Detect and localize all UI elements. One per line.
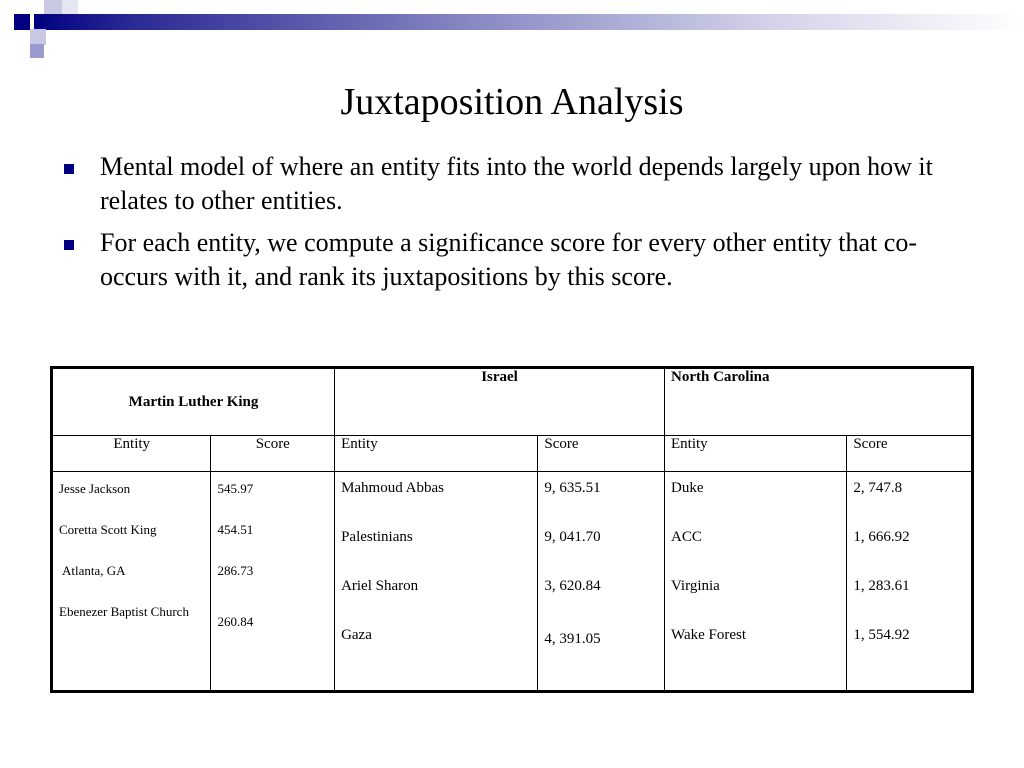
decorative-square bbox=[30, 29, 46, 45]
decorative-square bbox=[14, 14, 30, 30]
bullet-item bbox=[60, 150, 960, 218]
list-item: Gaza bbox=[341, 627, 372, 643]
bullet-list bbox=[60, 150, 960, 302]
group-header-north-carolina: North Carolina bbox=[665, 368, 973, 436]
list-item: Virginia bbox=[671, 578, 720, 594]
slide-title: Juxtaposition Analysis bbox=[340, 81, 684, 123]
list-item: ACC bbox=[671, 529, 702, 545]
bullet-text: For each entity, we compute a significance score for every other entity that co-occurs with it, and rank its juxtapositions by this score. bbox=[100, 228, 917, 291]
group-header-mlk: Martin Luther King bbox=[52, 368, 335, 436]
table-header-row bbox=[52, 368, 973, 436]
bullet-text: Mental model of where an entity fits into the world depends largely upon how it relates to other entities. bbox=[100, 152, 933, 215]
list-item: Coretta Scott King bbox=[59, 522, 157, 537]
list-item: Jesse Jackson bbox=[59, 481, 131, 496]
list-item: Wake Forest bbox=[671, 627, 747, 643]
square-bullet-icon bbox=[64, 240, 74, 250]
decorative-square bbox=[44, 0, 62, 14]
list-item: 3, 620.84 bbox=[544, 578, 601, 594]
list-item: 2, 747.8 bbox=[853, 480, 903, 496]
list-item: Atlanta, GA bbox=[62, 563, 126, 578]
table-row bbox=[52, 472, 973, 692]
list-item: 1, 283.61 bbox=[853, 578, 910, 594]
list-item: 545.97 bbox=[217, 481, 254, 496]
column-header-score: Score bbox=[538, 436, 665, 472]
list-item: Palestinians bbox=[341, 529, 413, 545]
list-item: Ebenezer Baptist Church bbox=[59, 604, 189, 619]
list-item: 9, 041.70 bbox=[544, 529, 601, 545]
israel-entities-cell bbox=[335, 472, 538, 692]
list-item: 1, 554.92 bbox=[853, 627, 910, 643]
list-item: Mahmoud Abbas bbox=[341, 480, 444, 496]
list-item: 260.84 bbox=[217, 614, 254, 629]
mlk-scores-cell bbox=[211, 472, 335, 692]
mlk-entities-cell bbox=[52, 472, 211, 692]
list-item: Duke bbox=[671, 480, 704, 496]
column-header-entity: Entity bbox=[52, 436, 211, 472]
list-item: 1, 666.92 bbox=[853, 529, 910, 545]
list-item: 4, 391.05 bbox=[544, 631, 601, 647]
square-bullet-icon bbox=[64, 164, 74, 174]
column-header-entity: Entity bbox=[335, 436, 538, 472]
column-header-score: Score bbox=[847, 436, 973, 472]
juxtaposition-table bbox=[50, 366, 974, 693]
list-item: 454.51 bbox=[217, 522, 254, 537]
header-gradient-band bbox=[34, 14, 1024, 30]
israel-scores-cell bbox=[538, 472, 665, 692]
list-item: 286.73 bbox=[217, 563, 254, 578]
column-header-entity: Entity bbox=[665, 436, 847, 472]
bullet-item bbox=[60, 226, 960, 294]
table-subheader-row bbox=[52, 436, 973, 472]
decorative-square bbox=[30, 44, 44, 58]
list-item: Ariel Sharon bbox=[341, 578, 419, 594]
group-header-israel: Israel bbox=[335, 368, 665, 436]
decorative-square bbox=[62, 0, 78, 14]
list-item: 9, 635.51 bbox=[544, 480, 601, 496]
nc-entities-cell bbox=[665, 472, 847, 692]
column-header-score: Score bbox=[211, 436, 335, 472]
nc-scores-cell bbox=[847, 472, 973, 692]
